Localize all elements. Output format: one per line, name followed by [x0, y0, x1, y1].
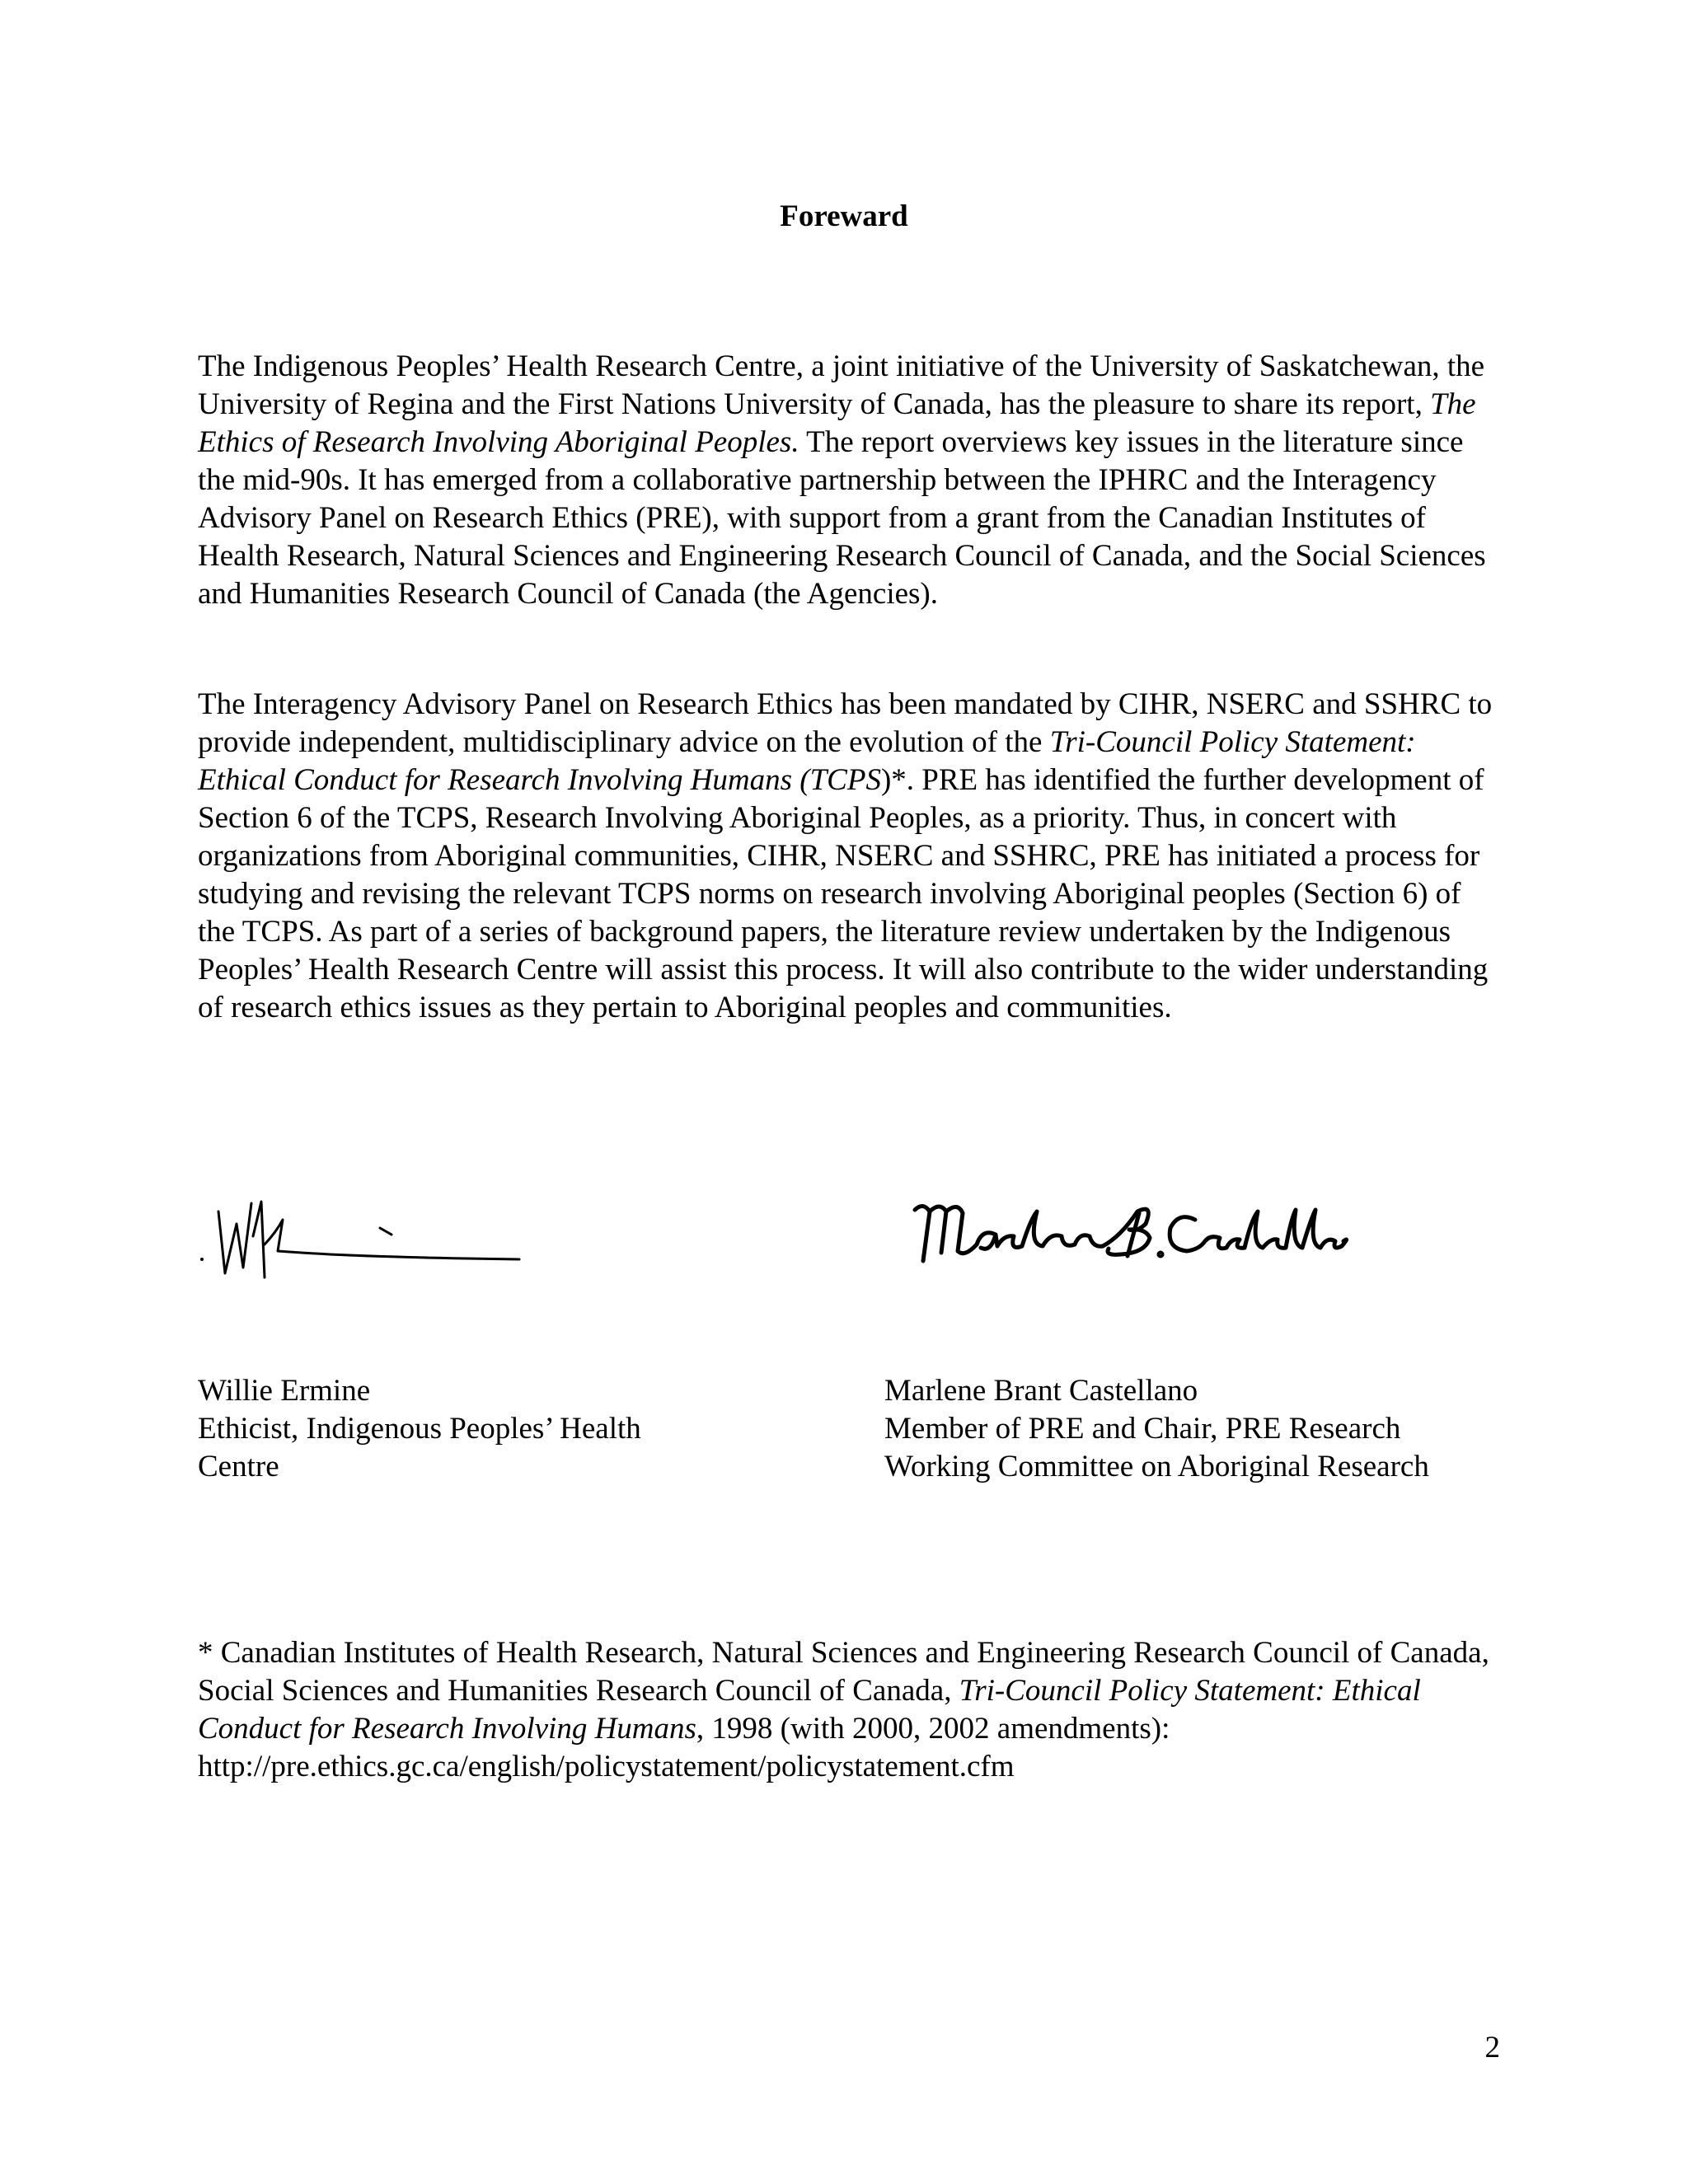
- signatory-role: Member of PRE and Chair, PRE Research Working Committee on Aboriginal Research: [884, 1412, 1429, 1483]
- tcps-title: Tri-Council Policy Statement: Ethical Conduct for Research Involving Humans (TCPS: [198, 725, 1416, 797]
- footnote-text-start: * Canadian Institutes of Health Research, Natural Sciences and Engineering Research Council of Canada, Social Sciences and Humanities Research Council of Canada,: [198, 1636, 1489, 1708]
- report-title: The Ethics of Research Involving Aboriginal Peoples.: [198, 387, 1476, 459]
- page-title: Foreward: [780, 199, 908, 233]
- footnote-text-end: , 1998 (with 2000, 2002 amendments): http://pre.ethics.gc.ca/english/policystatement/policystatement.cfm: [198, 1712, 1170, 1783]
- signatory-name: Marlene Brant Castellano: [884, 1374, 1198, 1408]
- intro-paragraph: [198, 348, 1500, 613]
- footnote: [198, 1634, 1500, 1786]
- intro-text-start: The Indigenous Peoples’ Health Research Centre, a joint initiative of the University of Saskatchewan, the University of Regina and the First Nations University of Canada, has the pleasure to share its report,: [198, 349, 1485, 421]
- footnote-tcps-title: Tri-Council Policy Statement: Ethical Conduct for Research Involving Humans: [198, 1674, 1421, 1746]
- mandate-text-start: The Interagency Advisory Panel on Research Ethics has been mandated by CIHR, NSERC and SSHRC to provide independent, multidisciplinary advice on the evolution of the: [198, 687, 1493, 759]
- signatory-name: Willie Ermine: [198, 1374, 371, 1408]
- intro-text-end: The report overviews key issues in the literature since the mid-90s. It has emerged from a collaborative partnership between the IPHRC and the Interagency Advisory Panel on Research Ethics (PRE), with support from a grant from the Canadian Institutes of Health Research, Natural Sciences and Engineering Research Council of Canada, and the Social Sciences and Humanities Research Council of Canada (the Agencies).: [198, 425, 1486, 611]
- signatory-role: Ethicist, Indigenous Peoples’ Health Centre: [198, 1412, 641, 1483]
- mandate-text-end: )*. PRE has identified the further development of Section 6 of the TCPS, Research Involving Aboriginal Peoples, as a priority. Thus, in concert with organizations from Aboriginal communities, CIHR, NSERC and SSHRC, PRE has initiated a process for studying and revising the relevant TCPS norms on research involving Aboriginal peoples (Section 6) of the TCPS. As part of a series of background papers, the literature review undertaken by the Indigenous Peoples’ Health Research Centre will assist this process. It will also contribute to the wider understanding of research ethics issues as they pertain to Aboriginal peoples and communities.: [198, 763, 1489, 1024]
- page-number: 2: [1484, 2031, 1500, 2064]
- signature-willie-ermine: [185, 1187, 532, 1294]
- signatory-left: [198, 1372, 725, 1486]
- signature-marlene-castellano: [898, 1187, 1360, 1277]
- signatory-right: [884, 1372, 1478, 1486]
- mandate-paragraph: [198, 686, 1500, 1027]
